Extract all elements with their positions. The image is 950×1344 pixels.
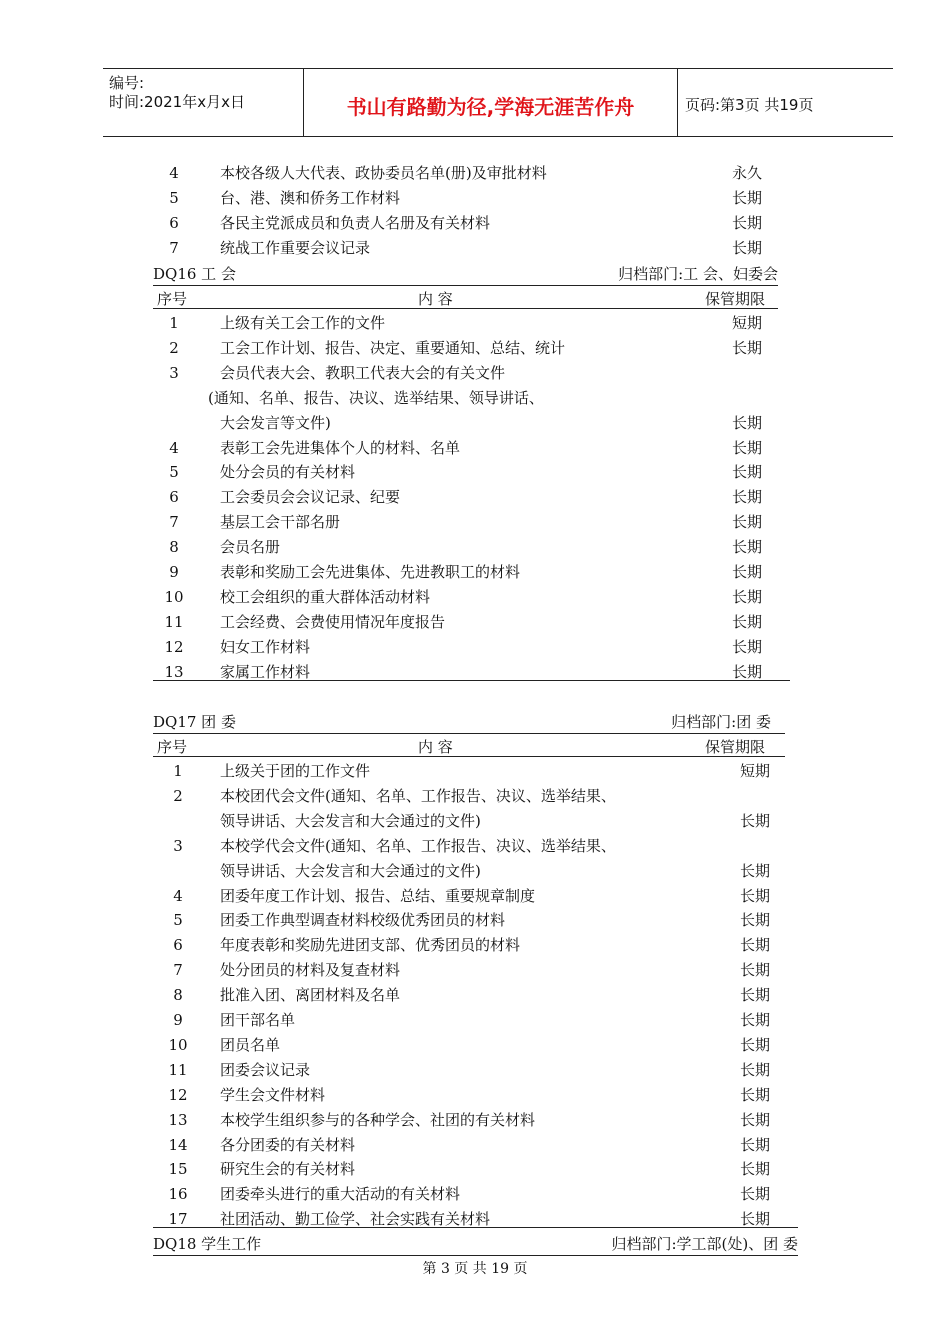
row-content: 团委会议记录 bbox=[220, 1060, 311, 1079]
row-content: 本校各级人大代表、政协委员名单(册)及审批材料 bbox=[220, 164, 547, 182]
row-number: 3 bbox=[173, 836, 183, 855]
row-number: 9 bbox=[169, 563, 179, 581]
table-row bbox=[0, 884, 950, 908]
dq17-code: DQ17 团 委 bbox=[153, 713, 236, 731]
dq17-dept: 归档部门:团 委 bbox=[671, 713, 771, 731]
dq16-code: DQ16 工 会 bbox=[153, 265, 236, 283]
row-period: 长期 bbox=[740, 1060, 771, 1079]
row-content: 团委工作典型调查材料校级优秀团员的材料 bbox=[220, 911, 506, 930]
row-period: 长期 bbox=[740, 986, 771, 1005]
row-period: 长期 bbox=[732, 587, 763, 606]
table-row bbox=[0, 161, 950, 185]
dq18-code: DQ18 学生工作 bbox=[153, 1235, 262, 1253]
row-period: 长期 bbox=[740, 1135, 771, 1154]
table-row bbox=[0, 236, 950, 260]
row-number: 10 bbox=[168, 1035, 188, 1054]
table-row bbox=[0, 585, 950, 609]
row-period: 长期 bbox=[732, 637, 763, 656]
table-row bbox=[0, 510, 950, 534]
table-row bbox=[0, 610, 950, 634]
row-number: 10 bbox=[164, 587, 184, 606]
row-period: 长期 bbox=[732, 463, 763, 482]
header-meta-cell bbox=[103, 69, 304, 136]
table-row bbox=[0, 361, 950, 385]
row-number: 5 bbox=[169, 189, 179, 207]
row-period: 长期 bbox=[740, 936, 771, 955]
table-row bbox=[0, 186, 950, 210]
row-period: 长期 bbox=[732, 438, 763, 457]
page-header bbox=[103, 68, 893, 137]
table-row bbox=[0, 1058, 950, 1082]
row-number: 4 bbox=[169, 164, 179, 182]
row-number: 7 bbox=[173, 961, 183, 980]
serial-label: 编号: bbox=[109, 74, 145, 92]
row-number: 5 bbox=[169, 463, 179, 482]
row-number: 13 bbox=[168, 1110, 188, 1129]
row-number: 8 bbox=[169, 538, 179, 557]
table-row bbox=[0, 1157, 950, 1181]
row-content: 工会经费、会费使用情况年度报告 bbox=[220, 612, 446, 631]
row-period: 长期 bbox=[732, 338, 763, 357]
row-content: 家属工作材料 bbox=[220, 662, 311, 681]
dq16-col-num: 序号 bbox=[157, 290, 188, 308]
row-number: 6 bbox=[173, 936, 183, 955]
dq17-section-header bbox=[153, 711, 771, 733]
row-period: 长期 bbox=[740, 861, 771, 880]
row-content: 各民主党派成员和负责人名册及有关材料 bbox=[220, 214, 491, 232]
table-row bbox=[0, 933, 950, 957]
row-period: 长期 bbox=[732, 662, 763, 681]
row-content: 领导讲话、大会发言和大会通过的文件) bbox=[220, 811, 481, 830]
dq16-col-period: 保管期限 bbox=[705, 290, 766, 308]
row-number: 9 bbox=[173, 1011, 183, 1029]
row-period: 长期 bbox=[740, 1035, 771, 1054]
row-content: 上级关于团的工作文件 bbox=[220, 762, 371, 780]
dq18-dept: 归档部门:学工部(处)、团 委 bbox=[611, 1235, 798, 1253]
row-number: 11 bbox=[164, 612, 184, 631]
row-period: 长期 bbox=[740, 1085, 771, 1104]
row-number: 11 bbox=[168, 1060, 188, 1079]
row-content: 台、港、澳和侨务工作材料 bbox=[220, 189, 401, 207]
table-row bbox=[0, 958, 950, 982]
row-content: 工会工作计划、报告、决定、重要通知、总结、统计 bbox=[220, 338, 566, 357]
row-content: 领导讲话、大会发言和大会通过的文件) bbox=[220, 861, 481, 880]
row-content: 工会委员会会议记录、纪要 bbox=[220, 488, 401, 507]
table-row bbox=[0, 908, 950, 932]
table-row bbox=[0, 834, 950, 858]
row-content: 团干部名单 bbox=[220, 1011, 296, 1029]
row-number: 13 bbox=[164, 662, 184, 681]
table-row bbox=[0, 1108, 950, 1132]
page-footer: 第 3 页 共 19 页 bbox=[422, 1261, 528, 1277]
row-content: 表彰工会先进集体个人的材料、名单 bbox=[220, 438, 461, 457]
row-number: 6 bbox=[169, 214, 179, 232]
row-period: 长期 bbox=[740, 811, 771, 830]
row-period: 长期 bbox=[740, 886, 771, 905]
row-content: 团员名单 bbox=[220, 1035, 281, 1054]
row-number: 14 bbox=[168, 1135, 188, 1154]
row-content: 本校学生组织参与的各种学会、社团的有关材料 bbox=[220, 1110, 536, 1129]
row-content: 团委年度工作计划、报告、总结、重要规章制度 bbox=[220, 886, 536, 905]
row-content: 批准入团、离团材料及名单 bbox=[220, 986, 401, 1005]
row-content: 会员代表大会、教职工代表大会的有关文件 bbox=[220, 363, 506, 382]
row-content: 妇女工作材料 bbox=[220, 637, 311, 656]
row-content: 研究生会的有关材料 bbox=[220, 1160, 356, 1179]
row-period: 长期 bbox=[732, 488, 763, 507]
row-period: 长期 bbox=[732, 538, 763, 557]
row-number: 1 bbox=[173, 762, 183, 780]
row-content: 大会发言等文件) bbox=[220, 413, 331, 432]
row-content: 上级有关工会工作的文件 bbox=[220, 314, 386, 332]
row-period: 长期 bbox=[732, 214, 763, 232]
table-row bbox=[0, 386, 950, 410]
row-content: 处分团员的材料及复查材料 bbox=[220, 961, 401, 980]
table-row bbox=[0, 635, 950, 659]
table-row bbox=[0, 759, 950, 783]
dq17-col-num: 序号 bbox=[157, 738, 188, 756]
table-row bbox=[0, 983, 950, 1007]
row-period: 长期 bbox=[740, 961, 771, 980]
header-page-label: 页码:第3页 共19页 bbox=[685, 96, 814, 114]
row-period: 长期 bbox=[740, 911, 771, 930]
row-content: 学生会文件材料 bbox=[220, 1085, 326, 1104]
row-period: 长期 bbox=[732, 413, 763, 432]
dq18-section-header bbox=[153, 1233, 798, 1255]
row-period: 长期 bbox=[740, 1011, 771, 1029]
row-number: 15 bbox=[168, 1160, 188, 1179]
row-number: 8 bbox=[173, 986, 183, 1005]
divider bbox=[153, 308, 778, 309]
divider bbox=[153, 285, 778, 286]
row-period: 长期 bbox=[732, 563, 763, 581]
table-row bbox=[0, 460, 950, 484]
table-row bbox=[0, 336, 950, 360]
row-content: 会员名册 bbox=[220, 538, 281, 557]
table-row bbox=[0, 311, 950, 335]
row-content: 年度表彰和奖励先进团支部、优秀团员的材料 bbox=[220, 936, 521, 955]
row-period: 长期 bbox=[740, 1160, 771, 1179]
row-content: 表彰和奖励工会先进集体、先进教职工的材料 bbox=[220, 563, 521, 581]
row-content: 统战工作重要会议记录 bbox=[220, 239, 371, 257]
table-row bbox=[0, 809, 950, 833]
row-number: 5 bbox=[173, 911, 183, 930]
divider bbox=[153, 756, 785, 757]
table-row bbox=[0, 560, 950, 584]
row-number: 2 bbox=[169, 338, 179, 357]
row-number: 12 bbox=[168, 1085, 188, 1104]
row-number: 17 bbox=[168, 1210, 188, 1229]
row-content: 各分团委的有关材料 bbox=[220, 1135, 356, 1154]
divider bbox=[153, 1227, 798, 1228]
row-number: 2 bbox=[173, 786, 183, 805]
header-slogan-cell bbox=[304, 69, 678, 136]
table-row bbox=[0, 784, 950, 808]
dq17-col-period: 保管期限 bbox=[705, 738, 766, 756]
row-period: 长期 bbox=[740, 1210, 771, 1229]
row-period: 短期 bbox=[732, 314, 763, 332]
row-content: 社团活动、勤工俭学、社会实践有关材料 bbox=[220, 1210, 491, 1229]
row-period: 长期 bbox=[740, 1185, 771, 1204]
table-row bbox=[0, 436, 950, 460]
dq16-dept: 归档部门:工 会、妇委会 bbox=[618, 265, 778, 283]
table-row bbox=[0, 1083, 950, 1107]
row-period: 长期 bbox=[732, 239, 763, 257]
table-row bbox=[0, 1182, 950, 1206]
row-number: 4 bbox=[169, 438, 179, 457]
dq16-section-header bbox=[153, 263, 778, 285]
table-row bbox=[0, 485, 950, 509]
row-number: 7 bbox=[169, 239, 179, 257]
row-number: 4 bbox=[173, 886, 183, 905]
row-number: 6 bbox=[169, 488, 179, 507]
table-row bbox=[0, 859, 950, 883]
row-number: 3 bbox=[169, 363, 179, 382]
row-period: 长期 bbox=[732, 513, 763, 532]
row-period: 长期 bbox=[732, 189, 763, 207]
row-number: 16 bbox=[168, 1185, 188, 1204]
row-content: 处分会员的有关材料 bbox=[220, 463, 356, 482]
row-content: 团委牵头进行的重大活动的有关材料 bbox=[220, 1185, 461, 1204]
row-content: 本校学代会文件(通知、名单、工作报告、决议、选举结果、 bbox=[220, 836, 616, 855]
dq17-col-content: 内 容 bbox=[418, 738, 453, 756]
row-period: 短期 bbox=[740, 762, 771, 780]
row-content: 本校团代会文件(通知、名单、工作报告、决议、选举结果、 bbox=[220, 786, 616, 805]
row-number: 12 bbox=[164, 637, 184, 656]
table-row bbox=[0, 1008, 950, 1032]
row-number: 7 bbox=[169, 513, 179, 532]
table-row bbox=[0, 535, 950, 559]
row-period: 长期 bbox=[740, 1110, 771, 1129]
row-period: 永久 bbox=[732, 164, 763, 182]
table-row bbox=[0, 1033, 950, 1057]
table-row bbox=[0, 211, 950, 235]
row-content: (通知、名单、报告、决议、选举结果、领导讲话、 bbox=[208, 388, 544, 407]
row-period: 长期 bbox=[732, 612, 763, 631]
row-content: 校工会组织的重大群体活动材料 bbox=[220, 587, 431, 606]
divider bbox=[153, 1255, 798, 1256]
divider bbox=[153, 680, 790, 681]
divider bbox=[153, 733, 785, 734]
table-row bbox=[0, 411, 950, 435]
table-row bbox=[0, 1133, 950, 1157]
slogan: 书山有路勤为径,学海无涯苦作舟 bbox=[346, 95, 635, 119]
row-content: 基层工会干部名册 bbox=[220, 513, 341, 532]
row-number: 1 bbox=[169, 314, 179, 332]
time-label: 时间:2021年x月x日 bbox=[109, 93, 245, 111]
dq16-col-content: 内 容 bbox=[418, 290, 453, 308]
